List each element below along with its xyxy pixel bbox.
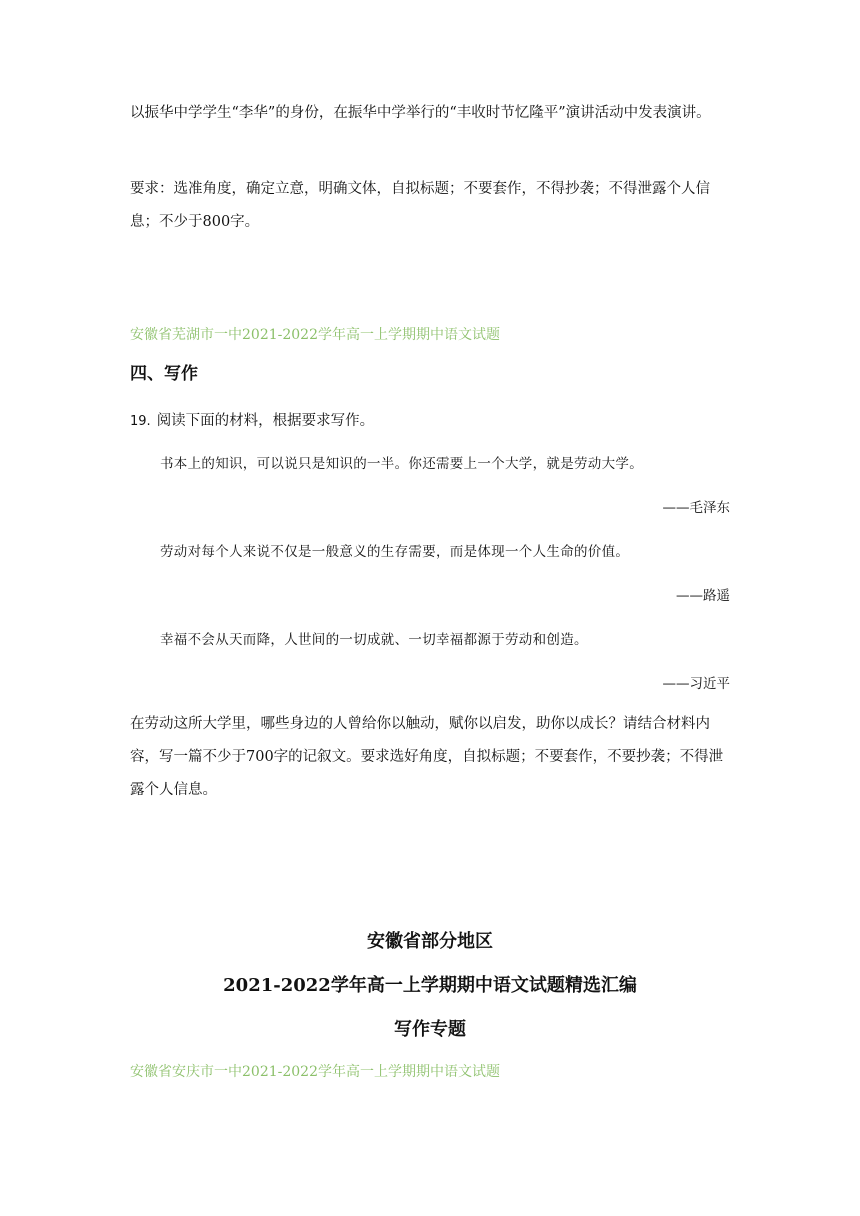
prompt-paragraph: 以振华中学学生“李华”的身份，在振华中学举行的“丰收时节忆隆平”演讲活动中发表演讲。	[130, 105, 711, 121]
compilation-title-year: 2021-2022学年高一上学期期中语文试题精选汇编	[223, 975, 637, 996]
requirements-paragraph: 要求：选准角度，确定立意，明确文体，自拟标题；不要套作，不得抄袭；不得泄露个人信息；不少于800字。	[130, 181, 710, 230]
quote-xi: 幸福不会从天而降，人世间的一切成就、一切幸福都源于劳动和创造。	[160, 632, 588, 648]
quote-mao: 书本上的知识，可以说只是知识的一半。你还需要上一个大学，就是劳动大学。	[160, 456, 643, 472]
question-number: 19.	[130, 414, 151, 429]
quote-luyao: 劳动对每个人来说不仅是一般意义的生存需要，而是体现一个人生命的价值。	[160, 544, 630, 560]
quote-author-luyao: ——路遥	[676, 588, 730, 604]
section-heading: 四、写作	[130, 364, 198, 384]
quote-author-mao: ——毛泽东	[662, 500, 730, 516]
question-19	[130, 410, 374, 433]
source-label-anqing: 安徽省安庆市一中2021-2022学年高一上学期期中语文试题	[130, 1064, 500, 1080]
compilation-title-topic: 写作专题	[394, 1019, 466, 1040]
compilation-title-region: 安徽省部分地区	[367, 931, 493, 952]
writing-task: 在劳动这所大学里，哪些身边的人曾给你以触动，赋你以启发，助你以成长？请结合材料内容，写一篇不少于700字的记叙文。要求选好角度，自拟标题；不要套作，不要抄袭；不得泄露个人信息。	[130, 716, 724, 798]
quote-author-xi: ——习近平	[662, 676, 730, 692]
source-label-wuhu: 安徽省芜湖市一中2021-2022学年高一上学期期中语文试题	[130, 327, 500, 343]
question-text: 阅读下面的材料，根据要求写作。	[156, 413, 375, 429]
